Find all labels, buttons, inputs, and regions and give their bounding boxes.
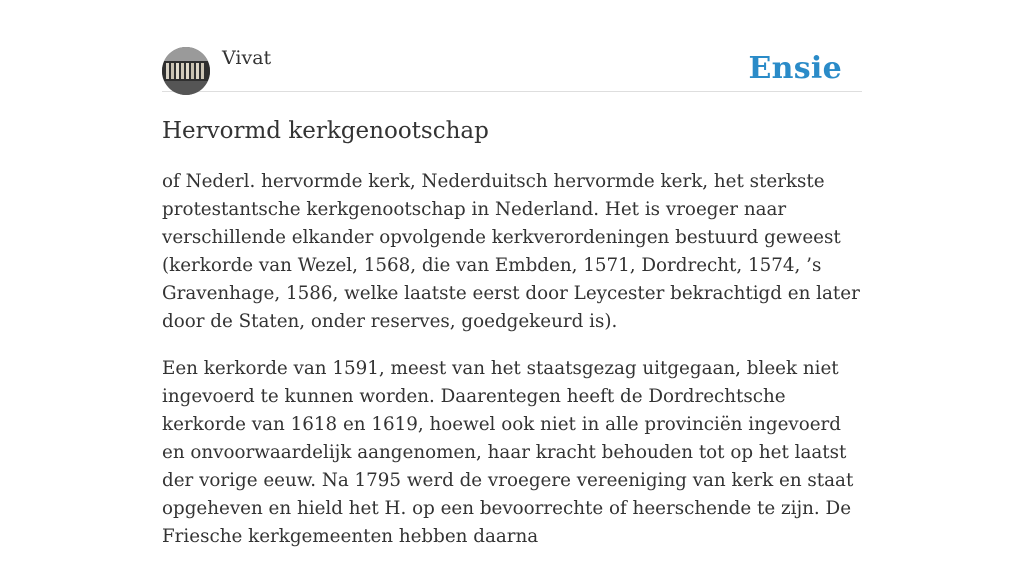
page-title: Hervormd kerkgenootschap	[162, 118, 489, 144]
paragraph: Een kerkorde van 1591, meest van het staatsgezag uitgegaan, bleek niet ingevoerd te kunnen worden. Daarentegen heeft de Dordrechtsche kerkorde van 1618 en 1619, hoewel ook niet in alle provinciën ingevoerd en onvoorwaardelijk aangenomen, haar kracht behouden tot op het laatst der vorige eeuw. Na 1795 werd de vroegere vereeniging van kerk en staat opgeheven en hield het H. op een bevoorrechte of heerschende te zijn. De Friesche kerkgemeenten hebben daarna	[162, 358, 854, 547]
brand-logo[interactable]: Ensie	[748, 51, 842, 86]
source-name[interactable]: Vivat	[222, 47, 272, 69]
book-spines-icon	[162, 47, 210, 95]
avatar[interactable]	[162, 47, 210, 95]
paragraph: of Nederl. hervormde kerk, Nederduitsch hervormde kerk, het sterkste protestantsche kerkgenootschap in Nederland. Het is vroeger naar verschillende elkander opvolgende kerkverordeningen bestuurd geweest (kerkorde van Wezel, 1568, die van Embden, 1571, Dordrecht, 1574, ’s Gravenhage, 1586, welke laatste eerst door Leycester bekrachtigd en later door de Staten, onder reserves, goedgekeurd is).	[162, 171, 860, 332]
article-body	[162, 168, 862, 570]
page	[162, 0, 862, 547]
header	[162, 0, 862, 92]
